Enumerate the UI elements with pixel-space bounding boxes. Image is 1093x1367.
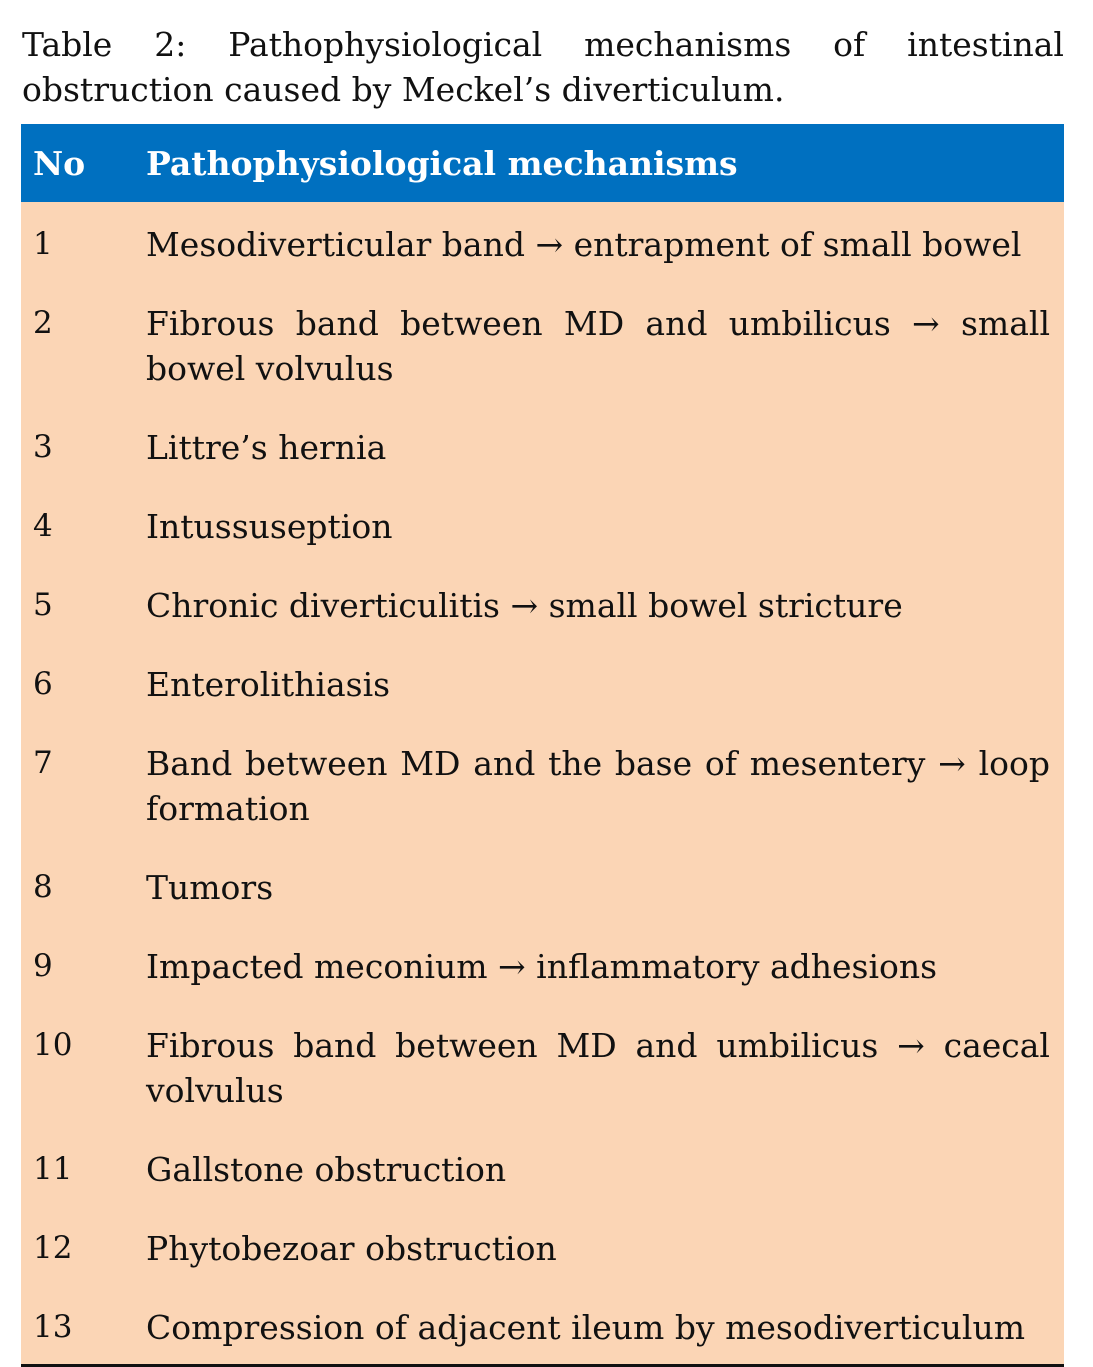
table-row (21, 563, 1064, 642)
table-row (21, 1206, 1064, 1285)
row-number: 4 (33, 508, 53, 544)
row-mechanism: Gallstone obstruction (146, 1150, 507, 1189)
table-row (21, 845, 1064, 924)
row-mechanism: Littre’s hernia (146, 428, 387, 467)
table-row (21, 642, 1064, 721)
row-number: 11 (33, 1151, 73, 1187)
table-row (21, 405, 1064, 484)
table-row (21, 1285, 1064, 1364)
column-header-no: No (33, 143, 86, 183)
row-number: 10 (33, 1027, 73, 1063)
row-number: 6 (33, 666, 53, 702)
row-mechanism: Impacted meconium → inflammatory adhesions (146, 947, 938, 986)
row-number: 12 (33, 1230, 73, 1266)
row-mechanism: Chronic diverticulitis → small bowel stricture (146, 586, 903, 625)
row-number: 3 (33, 429, 53, 465)
row-number: 5 (33, 587, 53, 623)
table-row (21, 281, 1064, 405)
mechanisms-table (21, 124, 1064, 1367)
table-row (21, 484, 1064, 563)
column-header-mechanisms: Pathophysiological mechanisms (146, 143, 738, 183)
table-row (21, 924, 1064, 1003)
row-mechanism: Mesodiverticular band → entrapment of small bowel (146, 225, 1022, 264)
row-mechanism: Fibrous band between MD and umbilicus → small bowel volvulus (146, 304, 1050, 388)
row-mechanism: Phytobezoar obstruction (146, 1229, 557, 1268)
row-mechanism: Band between MD and the base of mesentery → loop formation (146, 744, 1050, 828)
row-mechanism: Tumors (146, 868, 274, 907)
row-number: 7 (33, 745, 53, 781)
row-number: 2 (33, 305, 53, 341)
row-mechanism: Enterolithiasis (146, 665, 391, 704)
row-number: 8 (33, 869, 53, 905)
row-number: 13 (33, 1309, 73, 1345)
row-mechanism: Compression of adjacent ileum by mesodiverticulum (146, 1308, 1025, 1347)
table-caption: Table 2: Pathophysiological mechanisms of intestinal obstruction caused by Meckel’s diverticulum. (22, 25, 1064, 109)
row-number: 1 (33, 226, 53, 262)
table-row (21, 1003, 1064, 1127)
row-mechanism: Fibrous band between MD and umbilicus → caecal volvulus (146, 1026, 1050, 1110)
table-row (21, 202, 1064, 281)
row-mechanism: Intussuseption (146, 507, 393, 546)
table-row (21, 721, 1064, 845)
row-number: 9 (33, 948, 53, 984)
table-header-row (21, 124, 1064, 202)
table-row (21, 1127, 1064, 1206)
